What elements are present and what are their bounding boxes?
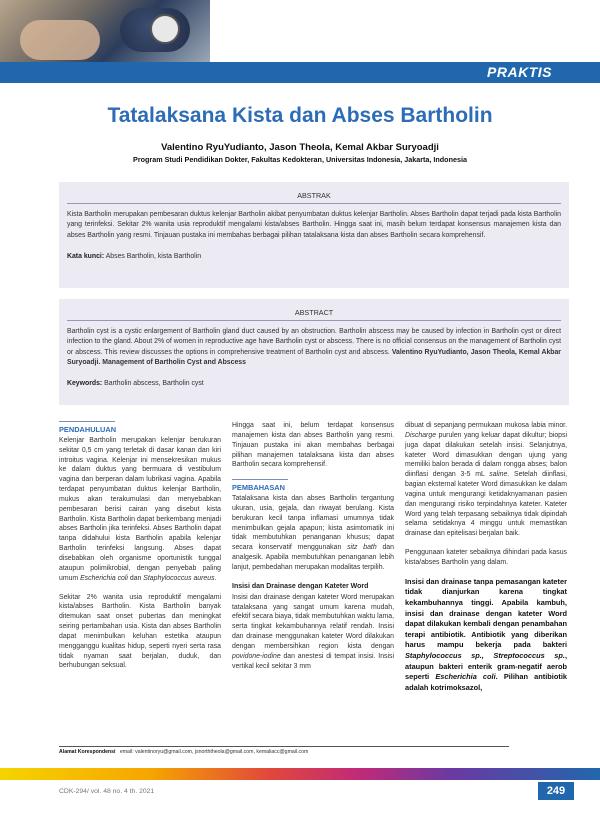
keywords-label: Keywords:	[67, 380, 103, 388]
paragraph	[232, 494, 394, 573]
section-heading-pendahuluan: PENDAHULUAN	[59, 425, 117, 434]
organism-name: Staphylococcus sp., Streptococcus sp.	[405, 650, 565, 660]
keywords-label: Kata kunci:	[67, 252, 105, 260]
text: Kista Bartholin dapat berkembang menjadi abses Bartholin jika terinfeksi. Abses Bartholin dapat tanpa didahului kista Bartholin apabila kelenjar Bartholin terinfeksi langsung. Abses dapat disebabkan oleh organisme oportunistik tunggal ataupun polimikrobial, dengan penyebab paling umum	[59, 515, 221, 582]
text: dan analgesik. Apabila membutuhkan penanganan lebih lanjut, pembedahan merupakan modalitas terpilih.	[232, 544, 394, 571]
section-label: PRAKTIS	[487, 64, 552, 80]
paragraph: Sekitar 2% wanita usia reproduktif mengalami kista/abses Bartholin. Kista Bartholin banyak ditemukan saat onset pubertas dan meningkat seiring pertambahan usia. Kista dan abses Bartholin dapat menimbulkan keluhan estetika ataupun mengganggu kualitas hidup, seperti nyeri serta rasa tidak nyaman saat berjalan, duduk, dan berhubungan seksual.	[59, 593, 221, 670]
text: Insisi dan drainase tanpa pemasangan kateter tidak dianjurkan karena tingkat kekambuhannya tinggi. Apabila kambuh, insisi dan drainase dengan kateter Word dapat dilakukan kembali dengan penambahan terapi antibiotik. Antibiotik yang diberikan harus mampu bekerja pada bakteri	[405, 576, 567, 650]
paragraph: Kelenjar Bartholin merupakan kelenjar berukuran sekitar 0,5 cm yang terletak di dasar kanan dan kiri introitus vagina. Kelenjar ini mensekresikan mukus ke dalam duktus yang bermuara di vestibulum vagina dan berperan dalam lubrikasi vagina. Apabila terdapat penyumbatan duktus kelenjar Bartholin, mukus akan terakumulasi dan menyebabkan pembesaran berisi cairan yang disebut kista Bartholin. Kista Bartholin dapat berkembang menjadi abses Bartholin jika terinfeksi. Abses Bartholin dapat tanpa didahului kista Bartholin apabila kelenjar Bartholin terinfeksi langsung. Abses dapat disebabkan oleh organisme oportunistik tunggal ataupun polimikrobial, dengan penyebab paling umum Escherichia coli dan Staphylococcus aureus.	[59, 436, 221, 582]
correspondence-label: Alamat Korespondensi	[59, 749, 116, 755]
text: Tatalaksana kista dan abses Bartholin tergantung ukuran, usia, gejala, dan riwayat berulang. Kista berukuran kecil tanpa inflamasi umumnya tidak menimbulkan gejala apapun; kista asimtomatik ini tidak membutuhkan penanganan khusus; dapat secara konservatif menggunakan	[232, 495, 394, 552]
keywords-text: Abses Bartholin, kista Bartholin	[104, 252, 202, 260]
abstract-citation: Valentino RyuYudianto, Jason Theola, Kemal Akbar Suryoadji. Management of Bartholin Cyst and Abscess	[67, 348, 561, 366]
text: dan anestesi di tempat insisi. Insisi vertikal kecil sekitar 3 mm	[232, 652, 394, 670]
header-photo	[0, 0, 210, 62]
term: sitz bath	[347, 544, 377, 552]
divider	[67, 320, 561, 321]
abstract-heading: ABSTRACT	[294, 308, 334, 317]
journal-info: CDK-294/ vol. 48 no. 4 th. 2021	[59, 788, 155, 795]
abstrak-box	[59, 182, 569, 288]
hand-shape	[20, 20, 100, 60]
text: dan	[127, 574, 144, 582]
page-number: 249	[538, 782, 574, 800]
article-authors: Valentino RyuYudianto, Jason Theola, Kemal Akbar Suryoadji	[161, 142, 439, 153]
paragraph: Hingga saat ini, belum terdapat konsensus manajemen kista dan abses Bartholin yang resmi. Tinjauan pustaka ini akan membahas berbagai pilihan manajemen tatalaksana kista dan abses Bartholin secara komprehensif.	[232, 422, 394, 469]
text: dibuat di sepanjang permukaan mukosa labia minor.	[405, 422, 567, 429]
organism-name: Staphylococcus aureus	[143, 574, 215, 582]
paragraph-emphasis	[405, 577, 567, 694]
organism-name: Escherichia coli	[80, 574, 128, 582]
organism-name: Escherichia coli	[435, 672, 496, 682]
column-2	[232, 421, 394, 680]
section-heading-pembahasan: PEMBAHASAN	[232, 483, 285, 493]
correspondence	[59, 746, 509, 755]
abstrak-keywords	[67, 252, 561, 262]
text: purulen yang keluar dapat dikultur; biopsi juga dapat dilakukan setelah insisi. Selanjutnya, kateter Word dimasukkan dengan ujung yang memiliki balon berada di dalam rongga abses; balon diinflasi dengan 3-5 mL	[405, 431, 567, 479]
divider	[67, 203, 561, 204]
section-rule	[232, 479, 288, 480]
column-1	[59, 421, 221, 680]
text: Insisi dan drainase dengan kateter Word merupakan tatalaksana yang sangat umum karena mudah, efektif secara biaya, tidak membutuhkan waktu lama, serta tingkat kekambuhannya relatif rendah. Insisi dan drainase menggunakan kateter Word dilakukan dengan membersihkan region kista dengan	[232, 593, 395, 650]
term: saline	[489, 471, 508, 479]
text: , ataupun bakteri enterik gram-negatif aerob seperti	[405, 650, 567, 682]
abstract-box	[59, 299, 569, 405]
abstract-body: Bartholin cyst is a cystic enlargement of Bartholin gland duct caused by an obstruction. Bartholin abscess may be caused by infection in Bartholin cyst or direct infection to the gland. About 2% of women in reproductive age have Bartholin cyst or abscess. There is no official consensus on the management of Bartholin cyst or abscess. This review discusses the options in comprehensive treatment of Bartholin cyst and abscess.	[67, 328, 561, 356]
subheading-kateter-word: Insisi dan Drainase dengan Kateter Word	[232, 582, 369, 590]
abstrak-heading: ABSTRAK	[297, 191, 331, 200]
correspondence-email: email: valentinoryu@gmail.com, jsnorththeola@gmail.com, kemaliacc@gmail.com	[119, 749, 309, 755]
term: Discharge	[405, 431, 437, 439]
article-title: Tatalaksana Kista dan Abses Bartholin	[107, 104, 493, 127]
text: . Setelah diinflasi, bagian eksternal kateter Word dimasukkan ke dalam vagina untuk mengurangi ketidaknyamanan pasien dan mengurangi risiko terpindahnya kateter. Kateter Word yang telah terpasang sebaiknya tidak dipindah selama setidaknya 4 minggu untuk memastikan drainase dan epitelisasi berjalan baik.	[405, 471, 567, 538]
keywords-text: Bartholin abscess, Bartholin cyst	[102, 380, 204, 388]
column-3	[405, 421, 567, 702]
abstract-text	[67, 327, 561, 368]
abstrak-text: Kista Bartholin merupakan pembesaran duktus kelenjar Bartholin akibat penyumbatan duktus kelenjar Bartholin. Abses Bartholin dapat terjadi pada kista Bartholin yang terinfeksi. Sekitar 2% wanita usia reproduktif mengalami kista/abses Bartholin. Hingga saat ini, masih belum terdapat konsensus manajemen kista dan abses Bartholin yang resmi. Tinjauan pustaka ini membahas berbagai pilihan tatalaksana kista dan abses Bartholin secara komprehensif.	[67, 211, 561, 239]
term: povidone-iodine	[232, 652, 281, 660]
paragraph	[405, 421, 567, 539]
gauge-icon	[150, 14, 180, 44]
section-rule	[59, 421, 115, 422]
article-affiliation: Program Studi Pendidikan Dokter, Fakultas Kedokteran, Universitas Indonesia, Jakarta, Indonesia	[133, 155, 467, 164]
footer-color-bar	[0, 768, 600, 780]
text: Kelenjar Bartholin merupakan kelenjar berukuran sekitar 0,5 cm yang terletak di dasar kanan dan kiri introitus vagina. Kelenjar ini mensekresikan mukus ke dalam duktus yang bermuara di vestibulum vagina dan berperan dalam lubrikasi vagina. Apabila terdapat penyumbatan duktus kelenjar Bartholin, mukus akan terakumulasi dan menyebabkan pembesaran berisi cairan yang disebut kista Bartholin.	[59, 436, 221, 523]
paragraph	[232, 593, 394, 672]
text: . Pilihan antibiotik adalah kotrimoksazol,	[405, 672, 567, 692]
abstract-keywords	[67, 379, 561, 389]
paragraph: Penggunaan kateter sebaiknya dihindari pada kasus kista/abses Bartholin yang dalam.	[405, 549, 567, 566]
